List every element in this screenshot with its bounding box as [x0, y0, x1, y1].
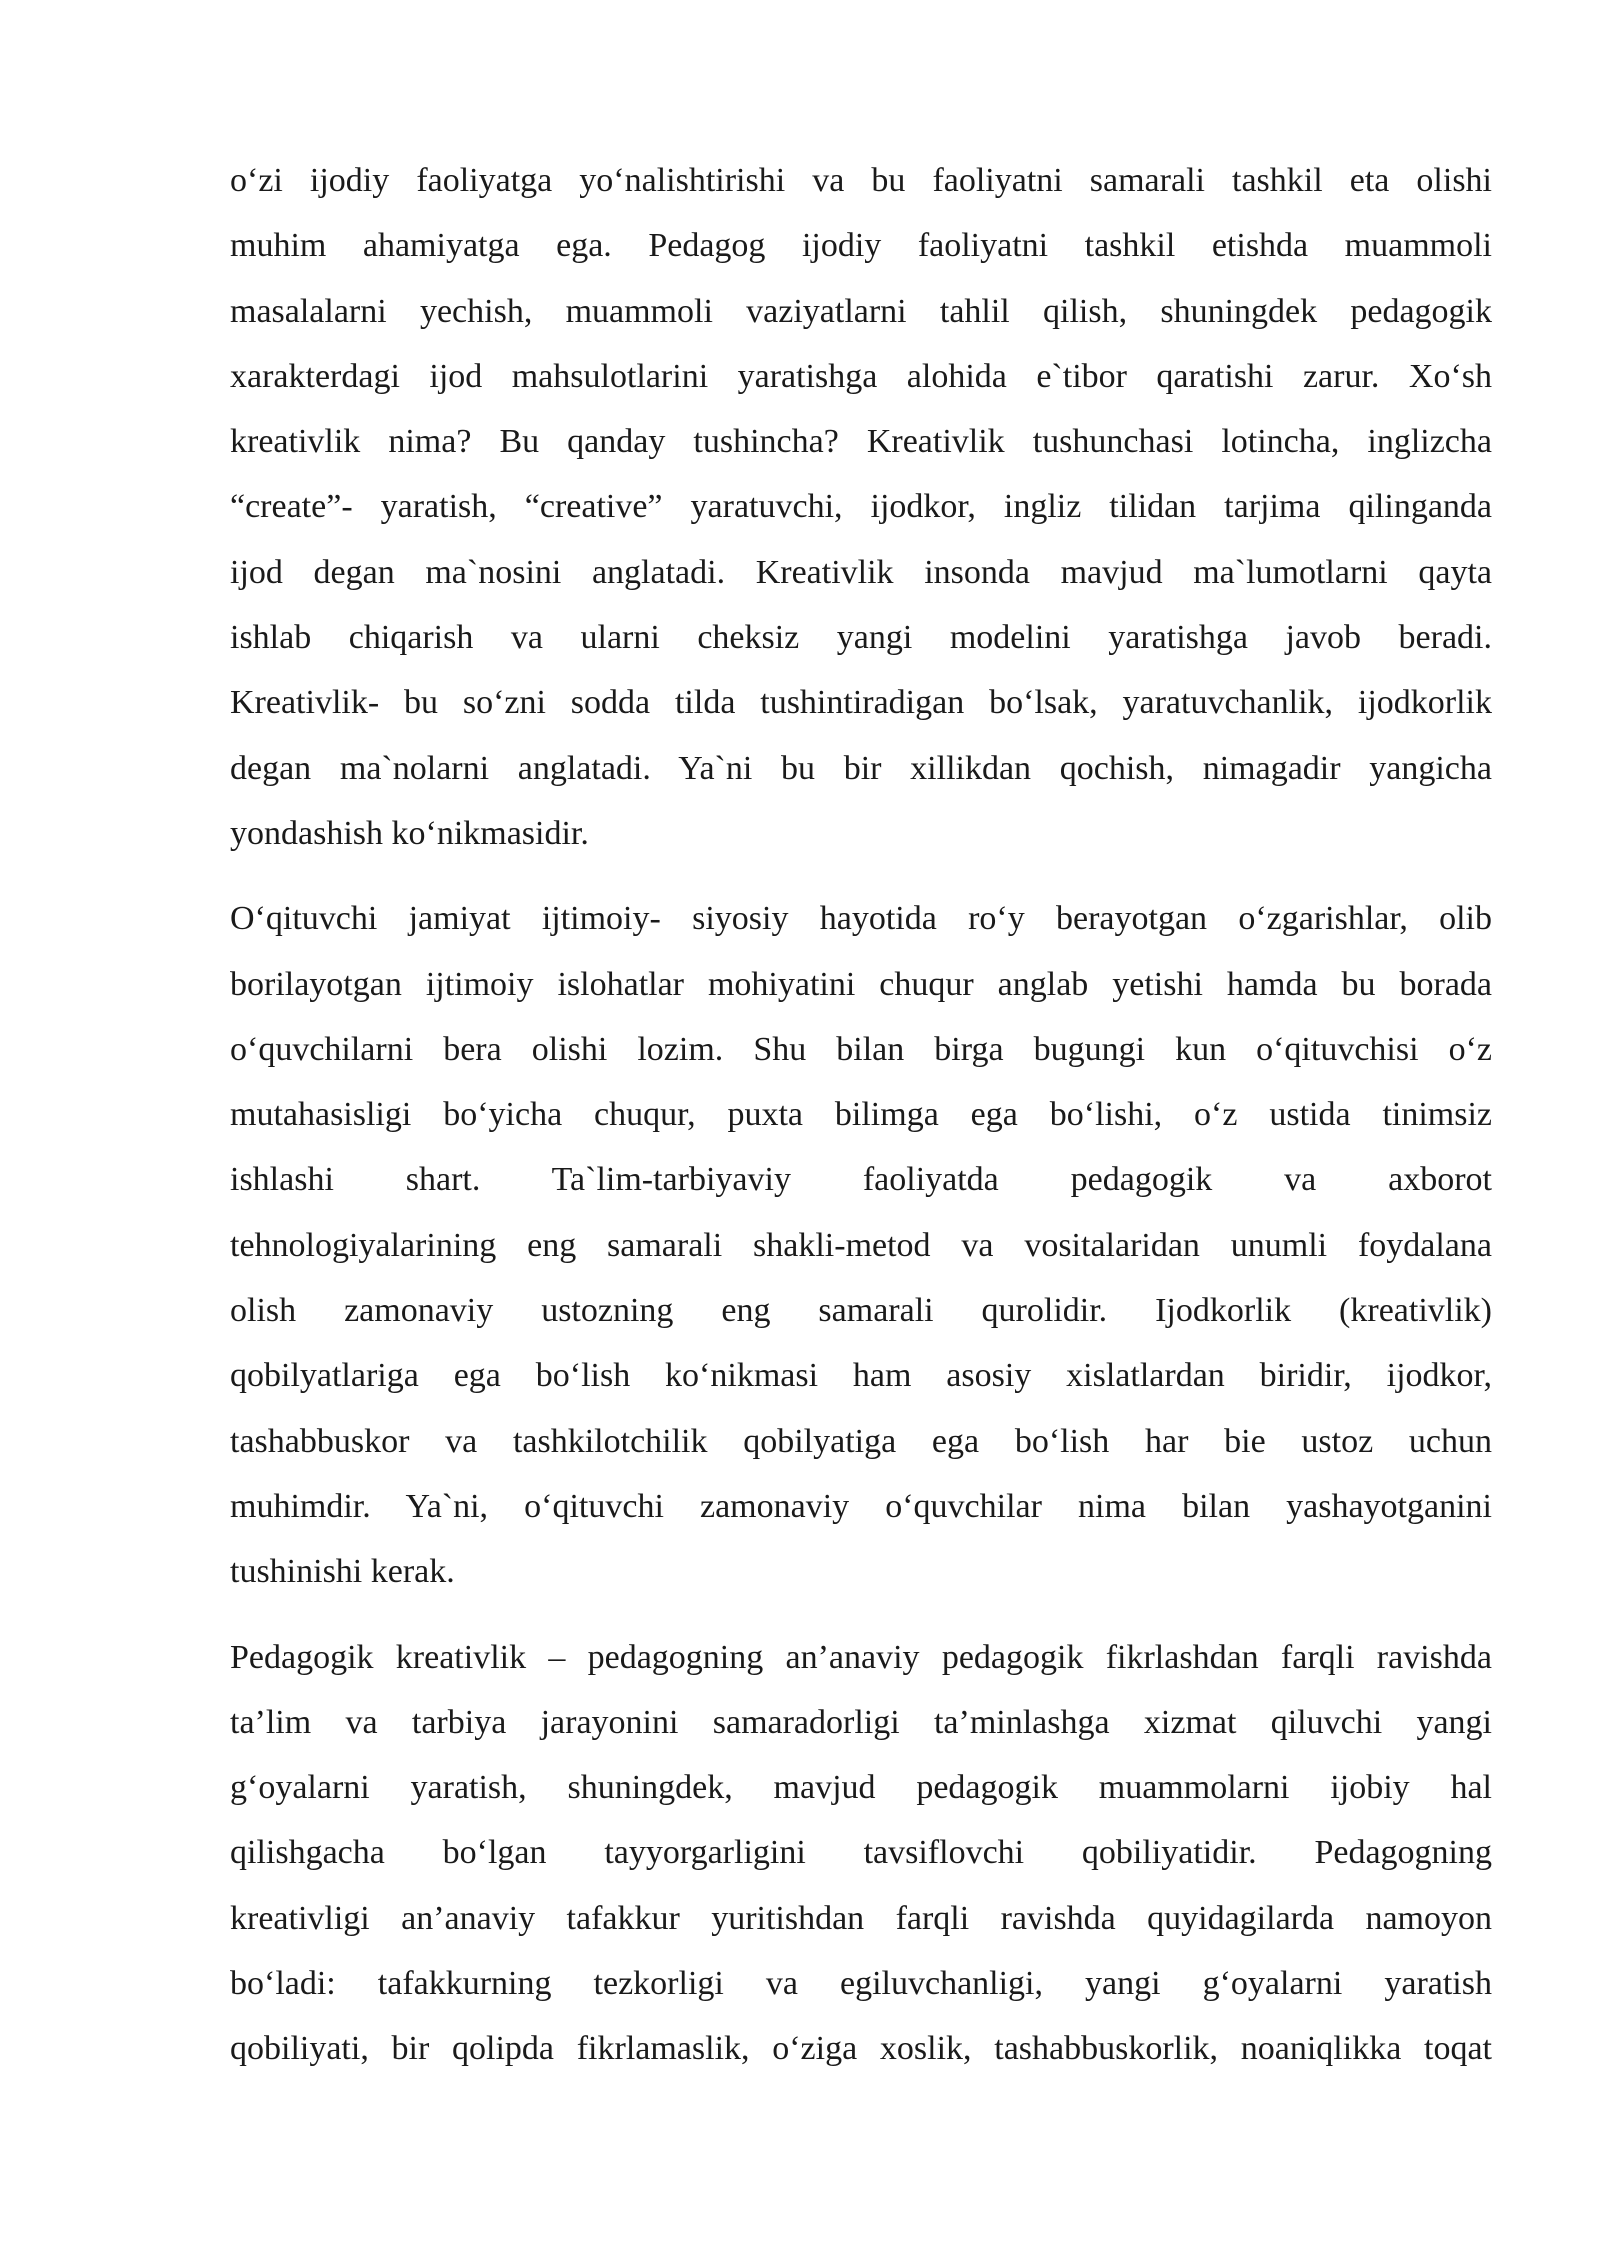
text-line: o‘zi ijodiy faoliyatga yo‘nalishtirishi va bu faoliyatni samarali tashkil eta olishi [230, 162, 1492, 199]
text-line: o‘quvchilarni bera olishi lozim. Shu bilan birga bugungi kun o‘qituvchisi o‘z [230, 1030, 1492, 1068]
text-line: Kreativlik- bu so‘zni sodda tilda tushintiradigan bo‘lsak, yaratuvchanlik, ijodkorlik [230, 684, 1492, 722]
text-line: ishlashi shart. Ta`lim-tarbiyaviy faoliyatda pedagogik va axborot [230, 1161, 1492, 1199]
text-line: g‘oyalarni yaratish, shuningdek, mavjud pedagogik muammolarni ijobiy hal [230, 1769, 1492, 1807]
paragraph-2 [230, 886, 1492, 1604]
text-line: ta’lim va tarbiya jarayonini samaradorligi ta’minlashga xizmat qiluvchi yangi [230, 1703, 1492, 1741]
text-line: bo‘ladi: tafakkurning tezkorligi va egiluvchanligi, yangi g‘oyalarni yaratish [230, 1965, 1492, 2003]
text-line: tushinishi kerak. [230, 1553, 455, 1591]
text-line: qobiliyati, bir qolipda fikrlamaslik, o‘ziga xoslik, tashabbuskorlik, noaniqlikka toqat [230, 2030, 1492, 2068]
text-line: tehnologiyalarining eng samarali shakli-metod va vositalaridan unumli foydalana [230, 1226, 1492, 1264]
text-line: qobilyatlariga ega bo‘lish ko‘nikmasi ham asosiy xislatlardan biridir, ijodkor, [230, 1357, 1492, 1395]
document-body [230, 148, 1492, 2082]
text-line: olish zamonaviy ustozning eng samarali qurolidir. Ijodkorlik (kreativlik) [230, 1292, 1492, 1330]
text-line: kreativlik nima? Bu qanday tushincha? Kreativlik tushunchasi lotincha, inglizcha [230, 423, 1492, 461]
text-line: qilishgacha bo‘lgan tayyorgarligini tavsiflovchi qobiliyatidir. Pedagogning [230, 1834, 1492, 1872]
text-line: “create”- yaratish, “creative” yaratuvchi, ijodkor, ingliz tilidan tarjima qilinganda [230, 488, 1492, 526]
text-line: xarakterdagi ijod mahsulotlarini yaratishga alohida e`tibor qaratishi zarur. Xo‘sh [230, 357, 1492, 395]
text-line: degan ma`nolarni anglatadi. Ya`ni bu bir xillikdan qochish, nimagadir yangicha [230, 749, 1492, 787]
text-line: ishlab chiqarish va ularni cheksiz yangi modelini yaratishga javob beradi. [230, 619, 1492, 657]
text-line: borilayotgan ijtimoiy islohatlar mohiyatini chuqur anglab yetishi hamda bu borada [230, 965, 1492, 1003]
text-line: Pedagogik kreativlik – pedagogning an’anaviy pedagogik fikrlashdan farqli ravishda [230, 1638, 1492, 1676]
text-line: tashabbuskor va tashkilotchilik qobilyatiga ega bo‘lish har bie ustoz uchun [230, 1422, 1492, 1460]
text-line: yondashish ko‘nikmasidir. [230, 814, 589, 852]
paragraph-3 [230, 1625, 1492, 2082]
text-line: ijod degan ma`nosini anglatadi. Kreativlik insonda mavjud ma`lumotlarni qayta [230, 553, 1492, 591]
text-line: mutahasisligi bo‘yicha chuqur, puxta bilimga ega bo‘lishi, o‘z ustida tinimsiz [230, 1096, 1492, 1134]
text-line: muhimdir. Ya`ni, o‘qituvchi zamonaviy o‘quvchilar nima bilan yashayotganini [230, 1487, 1492, 1525]
paragraph-1 [230, 148, 1492, 866]
text-line: muhim ahamiyatga ega. Pedagog ijodiy faoliyatni tashkil etishda muammoli [230, 227, 1492, 265]
text-line: kreativligi an’anaviy tafakkur yuritishdan farqli ravishda quyidagilarda namoyon [230, 1899, 1492, 1937]
text-line: O‘qituvchi jamiyat ijtimoiy- siyosiy hayotida ro‘y berayotgan o‘zgarishlar, olib [230, 900, 1492, 938]
text-line: masalalarni yechish, muammoli vaziyatlarni tahlil qilish, shuningdek pedagogik [230, 292, 1492, 330]
